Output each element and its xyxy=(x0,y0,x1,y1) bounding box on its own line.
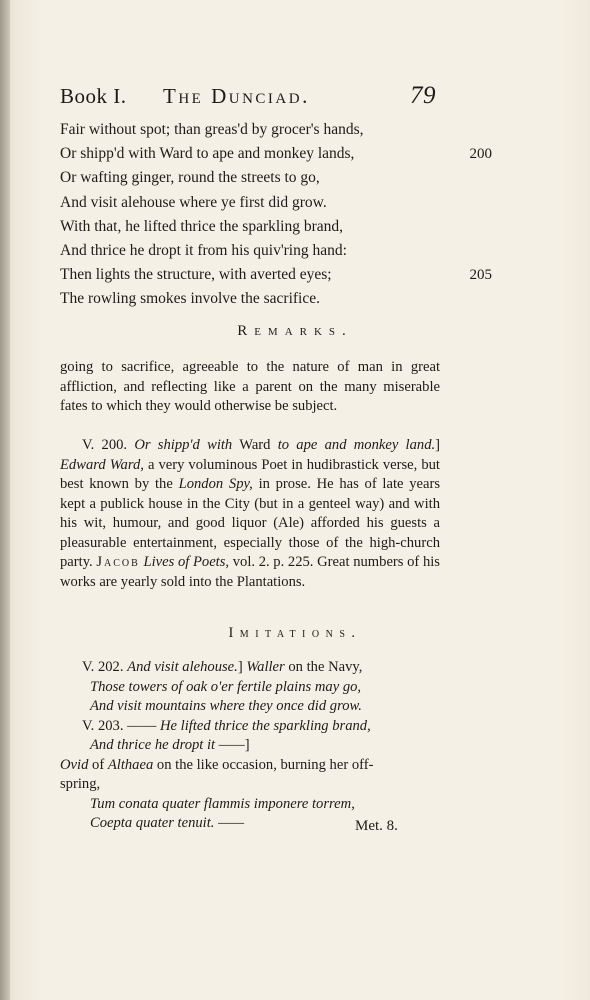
imitation-line: Tum conata quater flammis imponere torrem, xyxy=(90,795,355,812)
line-number: 205 xyxy=(469,267,492,284)
verse-line: Or shipp'd with Ward to ape and monkey lands, 200 xyxy=(60,142,490,166)
imitation-line: V. 203. —— He lifted thrice the sparkling brand, xyxy=(82,717,371,734)
verse-line: With that, he lifted thrice the sparkling brand, xyxy=(60,217,344,235)
author-name: Edward Ward, xyxy=(60,456,144,473)
imitation-line: And thrice he dropt it ——] xyxy=(90,737,250,753)
verse-block xyxy=(60,118,490,312)
verse-line: Fair without spot; than greas'd by grocer's hands, xyxy=(60,121,364,138)
imitation-line: spring, xyxy=(60,776,101,792)
line-number: 200 xyxy=(469,146,492,163)
imitations-block xyxy=(60,658,440,834)
imitations-heading: Imitations. xyxy=(228,625,362,641)
running-title: The Dunciad. xyxy=(163,84,310,108)
cited-author: Jacob xyxy=(96,554,140,570)
page-number: 79 xyxy=(410,82,436,109)
verse-line: Then lights the structure, with averted eyes; 205 xyxy=(60,263,490,287)
verse-line: Or wafting ginger, round the streets to go, xyxy=(60,169,320,187)
imitation-line: Those towers of oak o'er fertile plains may go, xyxy=(90,678,362,695)
verse-line: And thrice he dropt it from his quiv'ring hand: xyxy=(60,241,347,259)
imitation-line: V. 202. And visit alehouse.] Waller on the Navy, xyxy=(82,659,363,675)
remarks-paragraph-1: going to sacrifice, agreeable to the nature of man in great affliction, and reflecting like a parent on the many miserable fates to which they would otherwise be subject. xyxy=(60,359,440,414)
verse-ref: V. 200. xyxy=(82,437,128,453)
remarks-paragraph-2: V. 200. Or shipp'd with Ward to ape and monkey land.] Edward Ward, a very voluminous Poet in hudibrastick verse, but best known by the London Spy, in prose. He has of late years kept a publick house in the City (but in a genteel way) and with his wit, humour, and good liquor (Ale) afforded his guests a pleasurable entertainment, especially those of the high-church party. Jacob Lives of Poets, vol. 2. p. 225. Great numbers of his works are yearly sold into the Plantations. xyxy=(60,437,441,590)
verse-line: The rowling smokes involve the sacrifice. xyxy=(60,290,320,308)
imitation-line: And visit mountains where they once did grow. xyxy=(90,698,362,714)
imitation-line: Ovid of Althaea on the like occasion, burning her off- xyxy=(60,756,374,773)
verse-line: And visit alehouse where ye first did grow. xyxy=(60,193,327,211)
imitation-line: Coepta quater tenuit. —— xyxy=(90,815,245,831)
work-title: London Spy, xyxy=(178,476,253,492)
book-spine-edge xyxy=(0,0,10,1000)
remarks-heading: Remarks. xyxy=(237,323,353,339)
cited-work: Lives of Poets, xyxy=(143,554,230,570)
citation-reference: Met. 8. xyxy=(355,818,398,834)
book-label: Book I. xyxy=(60,84,127,108)
